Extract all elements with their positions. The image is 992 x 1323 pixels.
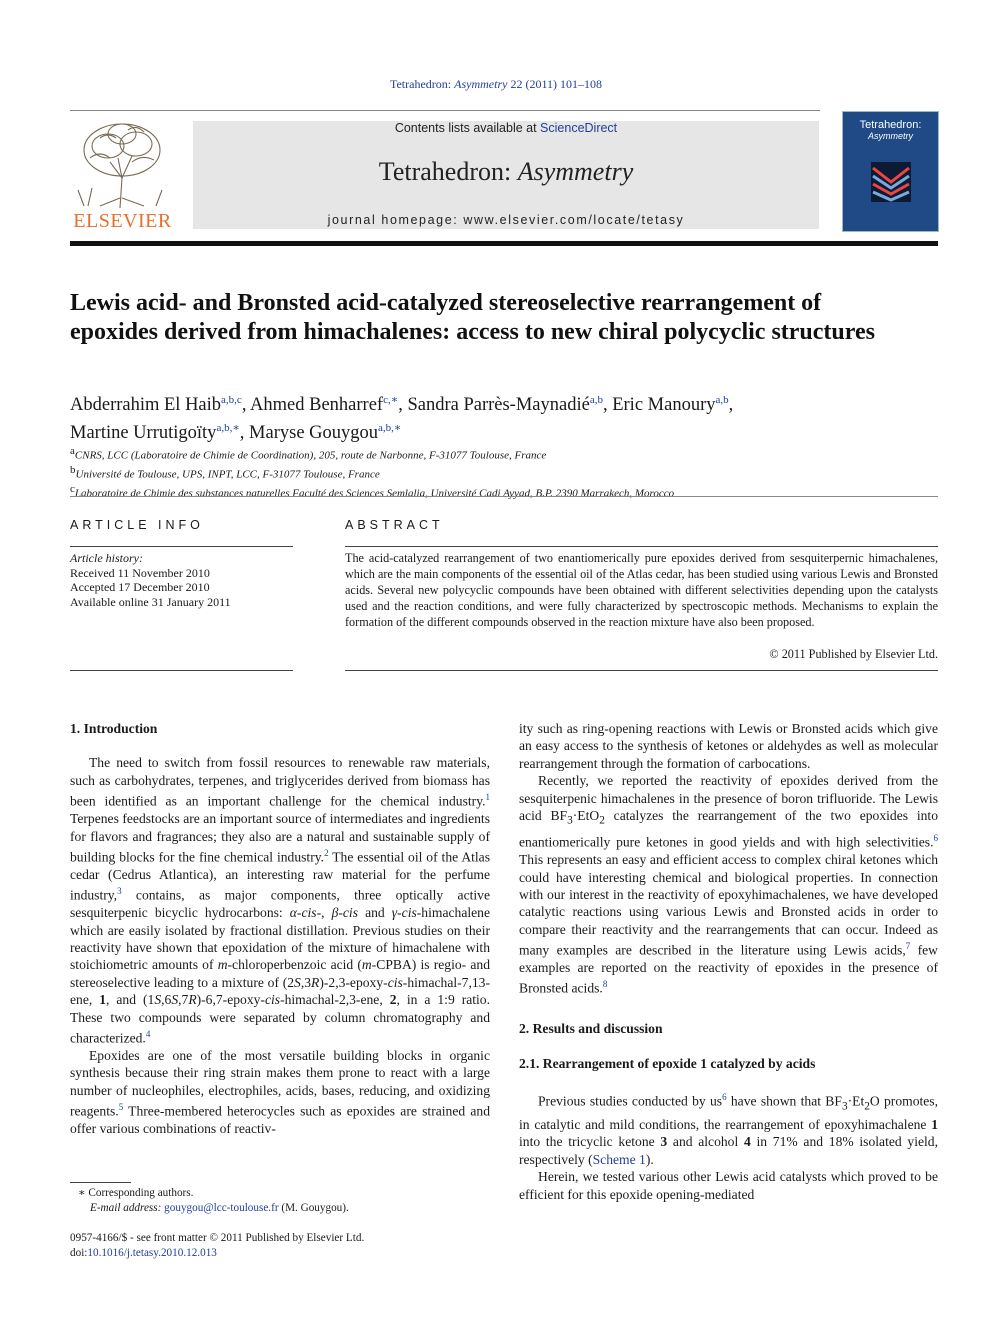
article-info-rule-bottom xyxy=(70,670,293,671)
abstract-heading: ABSTRACT xyxy=(345,518,444,532)
affiliation-mark: b xyxy=(70,464,76,477)
affiliations xyxy=(70,444,930,501)
header-rule xyxy=(70,110,820,111)
author-separator: , xyxy=(241,395,251,416)
elsevier-wordmark: ELSEVIER xyxy=(73,210,172,232)
history-label: Article history: xyxy=(70,551,143,565)
elsevier-logo[interactable] xyxy=(70,118,175,233)
history-accepted: Accepted 17 December 2010 xyxy=(70,580,210,595)
doi-label: doi: xyxy=(70,1246,88,1259)
journal-homepage[interactable]: journal homepage: www.elsevier.com/locate/tetasy xyxy=(327,213,685,227)
elsevier-tree-icon xyxy=(70,118,175,210)
affiliation-rule xyxy=(70,496,938,497)
author-separator: , xyxy=(602,395,613,416)
journal-name-italic: Asymmetry xyxy=(517,157,634,186)
email-note xyxy=(70,1201,490,1216)
author-name: Ahmed Benharref xyxy=(250,395,384,416)
email-label: E-mail address: xyxy=(90,1202,165,1214)
affiliation-item xyxy=(70,482,930,501)
intro-paragraph-1: The need to switch from fossil resources to renewable raw materials, such as carbohydrates, terpenes, and triglycerides derived from biomass has been identified as an important challenge for the chemical industry.$^1$ Terpenes feedstocks are an important source of intermediates and ingredients for flavors and fragrances; they also are a natural and sustainable supply of building blocks for the fine chemical industry.$^2$ The essential oil of the Atlas cedar (Cedrus Atlantica), an interesting raw material for the perfume industry,$^3$ contains, as major components, three optically active sesquiterpenic bicyclic hydrocarbons: α-cis-, β-cis and γ-cis-himachalene which are easily isolated by fractional distillation. Previous studies on their reactivity have shown that epoxidation of the mixture of himachalene with stoichiometric amounts of m-chloroperbenzoic acid (m-CPBA) is regio- and stereoselective leading to a mixture of (2S,3R)-2,3-epoxy-cis-himachal-7,13-ene, 1, and (1S,6S,7R)-6,7-epoxy-cis-himachal-2,3-ene, 2, in a 1:9 ratio. These two compounds were separated by column chromatography and characterized.$^4$ xyxy=(70,755,491,1046)
contents-available-line xyxy=(193,121,819,135)
author-name: Sandra Parrès-Maynadié xyxy=(407,395,590,416)
abstract-rule-bottom xyxy=(345,670,938,671)
doi-link[interactable]: 10.1016/j.tetasy.2010.12.013 xyxy=(87,1246,217,1259)
cover-art-icon xyxy=(871,162,911,202)
affiliation-item xyxy=(70,444,930,463)
author-affil-sup[interactable]: a,b xyxy=(589,394,603,406)
affiliation-item xyxy=(70,463,930,482)
author-separator: , xyxy=(398,395,408,416)
results-paragraph-2: Herein, we tested various other Lewis acid catalysts which proved to be efficient for this epoxide opening-mediated xyxy=(519,1169,938,1202)
citation-journal-italic[interactable]: Asymmetry xyxy=(454,77,508,91)
journal-name-plain: Tetrahedron: xyxy=(378,157,518,186)
section-heading-results: 2. Results and discussion xyxy=(519,1021,663,1037)
doi-line xyxy=(70,1246,490,1261)
author-list xyxy=(70,389,930,445)
history-online: Available online 31 January 2011 xyxy=(70,595,231,610)
affiliation-mark: a xyxy=(70,445,75,457)
issn-doi-block xyxy=(70,1231,490,1260)
scheme-1-link[interactable]: Scheme 1 xyxy=(592,1151,646,1167)
abstract-copyright: © 2011 Published by Elsevier Ltd. xyxy=(769,647,938,661)
subsection-heading-2-1: 2.1. Rearrangement of epoxide 1 catalyzed by acids xyxy=(519,1055,816,1071)
author-name: Eric Manoury xyxy=(612,395,716,416)
author-separator: , xyxy=(239,423,250,444)
author-separator: , xyxy=(728,395,734,416)
author-affil-sup[interactable]: a,b,∗ xyxy=(216,422,240,435)
intro-paragraph-2: Epoxides are one of the most versatile building blocks in organic synthesis because their ring strain makes them prone to react with a large number of nucleophiles, electrophiles, acids, bases, reducing, and oxidizing reagents.$^5$ Three-membered heterocycles such as epoxides are strained and offer various combinations of reactiv- xyxy=(70,1048,490,1137)
cover-title xyxy=(843,120,938,142)
author-affil-sup[interactable]: a,b,c xyxy=(221,394,242,406)
author-name: Maryse Gouygou xyxy=(249,423,379,444)
journal-cover-thumbnail[interactable] xyxy=(842,111,939,232)
section-heading-introduction: 1. Introduction xyxy=(70,721,158,736)
issn-line: 0957-4166/$ - see front matter © 2011 Published by Elsevier Ltd. xyxy=(70,1232,365,1244)
footnotes xyxy=(70,1186,490,1216)
cover-subtitle: Asymmetry xyxy=(868,131,913,141)
cover-title-text: Tetrahedron: xyxy=(859,119,922,131)
article-info-heading: ARTICLE INFO xyxy=(70,518,204,532)
citation-volume-pages[interactable]: 22 (2011) 101–108 xyxy=(507,77,602,91)
affiliation-text: Université de Toulouse, UPS, INPT, LCC, F-31077 Toulouse, France xyxy=(75,468,380,481)
intro-paragraph-2-cont: ity such as ring-opening reactions with Lewis or Bronsted acids which give an easy access to the synthesis of ketones or aldehydes as well as molecular rearrangement through the formation of carbocations. xyxy=(519,721,938,771)
sciencedirect-link[interactable]: ScienceDirect xyxy=(540,121,618,135)
affiliation-text: CNRS, LCC (Laboratoire de Chimie de Coordination), 205, route de Narbonne, F-31077 Toulouse, France xyxy=(74,449,547,462)
affiliation-text: Laboratoire de Chimie des substances naturelles Faculté des Sciences Semlalia, Université Cadi Ayyad, B.P. 2390 Marrakech, Morocco xyxy=(74,487,675,500)
intro-paragraph-3: Recently, we reported the reactivity of epoxides derived from the sesquiterpenic himachalenes in the presence of boron trifluoride. The Lewis acid $BF_3\cdot EtO_2$ catalyzes the rearrangement of the two epoxides into enantiomerically pure ketones in good yields and with high selectivities.$^6$ This represents an easy and efficient access to complex chiral ketones which could have interesting chemical and biological properties. In connection with our interest in the reactivity of epoxyhimachalenes, we have developed catalytic reactions using various Lewis and Bronsted acids in order to compare their reactivity and the rearrangements that can occur. Indeed as many examples are described in the literature using Lewis acids,$^7$ few examples are reported on the reactivity of epoxides in the presence of Bronsted acids.$^8$ xyxy=(519,773,938,996)
journal-citation[interactable] xyxy=(0,77,992,92)
body-column-right xyxy=(519,720,938,1203)
author-affil-sup[interactable]: a,b,∗ xyxy=(378,422,402,435)
author-name: Martine Urrutigoïty xyxy=(70,423,217,444)
affiliation-mark: c xyxy=(70,483,75,496)
citation-journal[interactable]: Tetrahedron: xyxy=(389,77,455,91)
footnote-rule xyxy=(70,1182,131,1183)
author-name: Abderrahim El Haib xyxy=(70,395,222,416)
author-affil-sup[interactable]: c,∗ xyxy=(383,394,399,406)
article-title: Lewis acid- and Bronsted acid-catalyzed stereoselective rearrangement of epoxides derived from himachalenes: access to new chiral polycyclic structures xyxy=(70,290,875,345)
body-column-left xyxy=(70,720,490,1138)
abstract-text: The acid-catalyzed rearrangement of two enantiomerically pure epoxides derived from sesquiterpernic himachalenes, which are the main components of the essential oil of the Atlas cedar, has been studied using various Lewis and Bronsted acids. Several new polycyclic compounds have been obtained with different selectivities depending upon the catalysts used and the reaction conditions, and were fully characterized by spectroscopic methods. Mechanisms to explain the formation of the different compounds observed in the reaction mixture have also been proposed. xyxy=(345,551,938,629)
results-paragraph-1: Previous studies conducted by $us^6$ have shown that $BF_3\cdot Et_2O$ promotes, in catalytic and mild conditions, the rearrangement of epoxyhimachalene 1 into the tricyclic ketone 3 and alcohol 4 in 71% and 18% isolated yield, respectively (Scheme 1). xyxy=(519,1092,938,1167)
email-owner: (M. Gouygou). xyxy=(278,1202,349,1214)
contents-prefix: Contents lists available at xyxy=(394,121,541,135)
author-affil-sup[interactable]: a,b xyxy=(715,394,729,406)
article-info-rule-top xyxy=(70,546,293,547)
journal-name xyxy=(193,157,819,187)
article-history xyxy=(70,551,293,610)
abstract-rule-top xyxy=(345,546,938,547)
corresponding-authors-note: ∗ Corresponding authors. xyxy=(78,1187,194,1199)
journal-masthead xyxy=(193,121,819,229)
history-received: Received 11 November 2010 xyxy=(70,565,210,580)
email-link[interactable]: gouygou@lcc-toulouse.fr xyxy=(164,1202,279,1214)
masthead-thick-rule xyxy=(70,241,938,246)
